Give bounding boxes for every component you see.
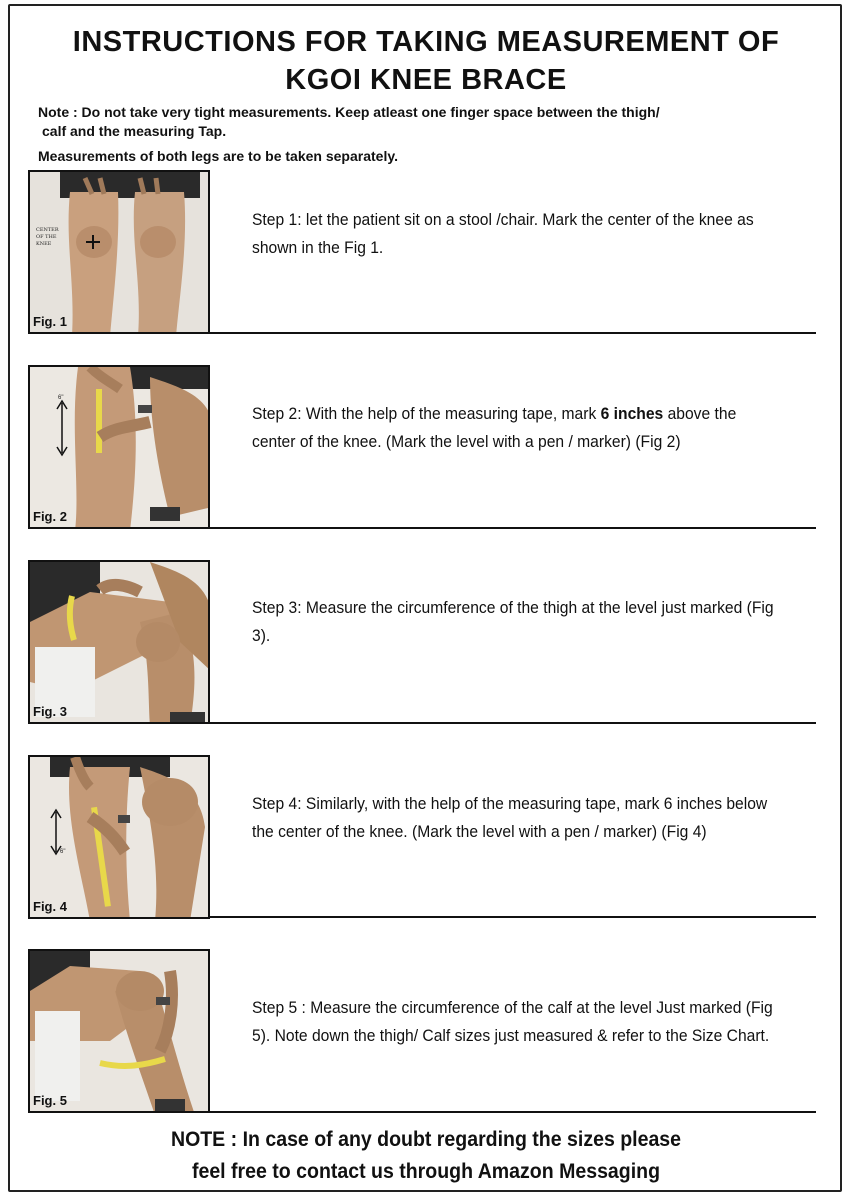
divider-4 xyxy=(210,916,816,918)
figure-3-label: Fig. 3 xyxy=(33,704,67,719)
step-5-text: Step 5 : Measure the circumference of the calf at the level Just marked (Fig 5). Note down the thigh/ Calf sizes just measured & refer to the Size Chart. xyxy=(252,998,773,1045)
fig4-annotation: 6" xyxy=(60,849,66,855)
figure-4-label: Fig. 4 xyxy=(33,899,67,914)
step-4-text: Step 4: Similarly, with the help of the measuring tape, mark 6 inches below the center of the knee. (Mark the level with a pen / marker) (Fig 4) xyxy=(252,794,768,841)
footer-note-line-1: NOTE : In case of any doubt regarding the sizes please xyxy=(170,1128,682,1151)
thigh-tape-illustration-fig2 xyxy=(30,367,210,529)
page-title-line-1: INSTRUCTIONS FOR TAKING MEASUREMENT OF xyxy=(72,26,780,58)
note-line-2: calf and the measuring Tap. xyxy=(42,123,227,139)
calf-tape-illustration-fig4 xyxy=(30,757,210,919)
footer-note-line-2: feel free to contact us through Amazon Messaging xyxy=(191,1160,661,1183)
figure-1-label: Fig. 1 xyxy=(33,314,67,329)
figure-2-image xyxy=(28,365,210,529)
note-line-1: Note : Do not take very tight measurements. Keep atleast one finger space between the thigh/ xyxy=(38,104,660,120)
figure-4-image xyxy=(28,755,210,919)
figure-1-image xyxy=(28,170,210,334)
figure-3-image xyxy=(28,560,210,724)
figure-5-label: Fig. 5 xyxy=(33,1093,67,1108)
page-title-line-2: KGOI KNEE BRACE xyxy=(285,64,567,96)
note-line-3: Measurements of both legs are to be taken separately. xyxy=(38,148,398,164)
step-2-pre: Step 2: With the help of the measuring tape, mark xyxy=(252,404,601,423)
step-2-bold: 6 inches xyxy=(600,404,664,423)
fig1-annotation: CENTER OF THE KNEE xyxy=(36,227,59,247)
thigh-circumference-illustration-fig3 xyxy=(30,562,210,724)
divider-1 xyxy=(210,332,816,334)
step-3-text: Step 3: Measure the circumference of the thigh at the level just marked (Fig 3). xyxy=(252,598,774,645)
figure-5-image xyxy=(28,949,210,1113)
step-2-text xyxy=(252,400,776,456)
fig2-annotation: 6" xyxy=(58,395,64,401)
calf-circumference-illustration-fig5 xyxy=(30,951,210,1113)
knees-illustration-fig1 xyxy=(30,172,210,334)
step-1-text: Step 1: let the patient sit on a stool /chair. Mark the center of the knee as shown in the Fig 1. xyxy=(252,210,754,257)
figure-2-label: Fig. 2 xyxy=(33,509,67,524)
divider-2 xyxy=(210,527,816,529)
divider-5 xyxy=(210,1111,816,1113)
step-2-post: above the center of the knee. (Mark the level with a pen / marker) (Fig 2) xyxy=(252,404,737,451)
divider-3 xyxy=(210,722,816,724)
